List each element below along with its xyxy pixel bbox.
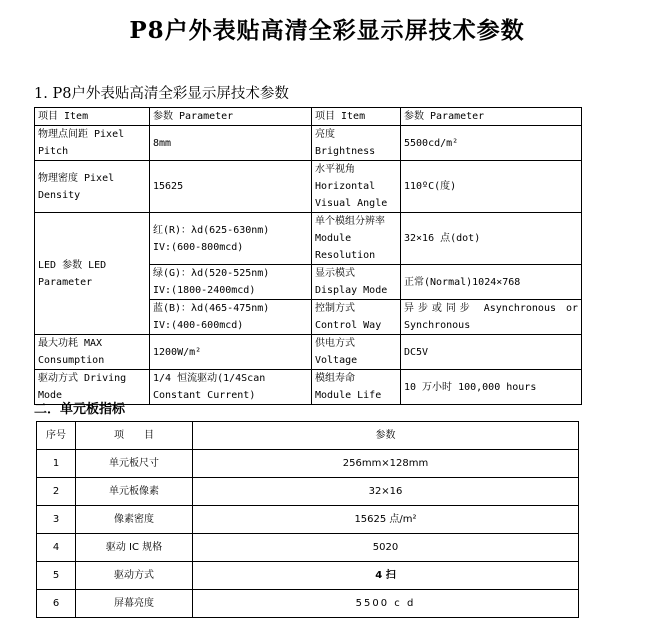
row-item: 驱动方式	[76, 562, 193, 590]
header-value: 参数	[193, 422, 579, 450]
header-parameter: 参数 Parameter	[150, 108, 312, 126]
table-row	[37, 534, 579, 562]
led-green-value: 绿(G)：λd(520-525nm) IV:(1800-2400mcd)	[150, 265, 312, 300]
display-mode-value: 正常(Normal)1024×768	[401, 265, 582, 300]
led-red-value: 红(R)：λd(625-630nm) IV:(600-800mcd)	[150, 213, 312, 265]
table-row	[37, 562, 579, 590]
header-item: 项目 Item	[35, 108, 150, 126]
header-no: 序号	[37, 422, 76, 450]
row-value: 5020	[193, 534, 579, 562]
driving-mode-value: 1/4 恒流驱动(1/4Scan Constant Current)	[150, 370, 312, 405]
max-power-value: 1200W/m²	[150, 335, 312, 370]
viewing-angle-value: 110ºC(度)	[401, 161, 582, 213]
row-value: 5500 c d	[193, 590, 579, 618]
row-number: 1	[37, 450, 76, 478]
viewing-angle-label: 水平视角 Horizontal Visual Angle	[312, 161, 401, 213]
brightness-value: 5500cd/m²	[401, 126, 582, 161]
header-item: 项目 Item	[312, 108, 401, 126]
row-value: 15625 点/m²	[193, 506, 579, 534]
row-item: 驱动 IC 规格	[76, 534, 193, 562]
module-life-label: 模组寿命 Module Life	[312, 370, 401, 405]
row-item: 单元板像素	[76, 478, 193, 506]
driving-mode-label: 驱动方式 Driving Mode	[35, 370, 150, 405]
section-2-heading: 二．单元板指标	[34, 402, 126, 417]
table-row	[35, 126, 582, 161]
control-way-value: 异步或同步 Asynchronous or Synchronous	[401, 300, 582, 335]
table-row	[35, 161, 582, 213]
pixel-pitch-label: 物理点间距 Pixel Pitch	[35, 126, 150, 161]
spec-header-row	[35, 108, 582, 126]
spec-table	[34, 107, 582, 405]
table-row	[37, 450, 579, 478]
row-number: 6	[37, 590, 76, 618]
unit-board-table	[36, 421, 579, 618]
voltage-label: 供电方式 Voltage	[312, 335, 401, 370]
density-label: 物理密度 Pixel Density	[35, 161, 150, 213]
row-item: 屏幕亮度	[76, 590, 193, 618]
row-number: 2	[37, 478, 76, 506]
unit-header-row	[37, 422, 579, 450]
max-power-label: 最大功耗 MAX Consumption	[35, 335, 150, 370]
row-item: 单元板尺寸	[76, 450, 193, 478]
density-value: 15625	[150, 161, 312, 213]
control-way-label: 控制方式 Control Way	[312, 300, 401, 335]
pixel-pitch-value: 8mm	[150, 126, 312, 161]
table-row	[37, 478, 579, 506]
table-row	[35, 335, 582, 370]
row-number: 5	[37, 562, 76, 590]
voltage-value: DC5V	[401, 335, 582, 370]
section-1-heading: 1. P8户外表贴高清全彩显示屏技术参数	[34, 86, 289, 102]
page-title: P8户外表贴高清全彩显示屏技术参数	[129, 17, 525, 44]
display-mode-label: 显示模式 Display Mode	[312, 265, 401, 300]
row-value: 32×16	[193, 478, 579, 506]
resolution-value: 32×16 点(dot)	[401, 213, 582, 265]
module-life-value: 10 万小时 100,000 hours	[401, 370, 582, 405]
table-row	[35, 213, 582, 265]
table-row	[37, 506, 579, 534]
header-item: 项 目	[76, 422, 193, 450]
header-parameter: 参数 Parameter	[401, 108, 582, 126]
resolution-label: 单个模组分辨率 Module Resolution	[312, 213, 401, 265]
brightness-label: 亮度 Brightness	[312, 126, 401, 161]
led-param-label: LED 参数 LED Parameter	[35, 213, 150, 335]
row-value: 256mm×128mm	[193, 450, 579, 478]
row-number: 4	[37, 534, 76, 562]
row-item: 像素密度	[76, 506, 193, 534]
row-number: 3	[37, 506, 76, 534]
table-row	[37, 590, 579, 618]
led-blue-value: 蓝(B)：λd(465-475nm) IV:(400-600mcd)	[150, 300, 312, 335]
row-value: 4 扫	[193, 562, 579, 590]
